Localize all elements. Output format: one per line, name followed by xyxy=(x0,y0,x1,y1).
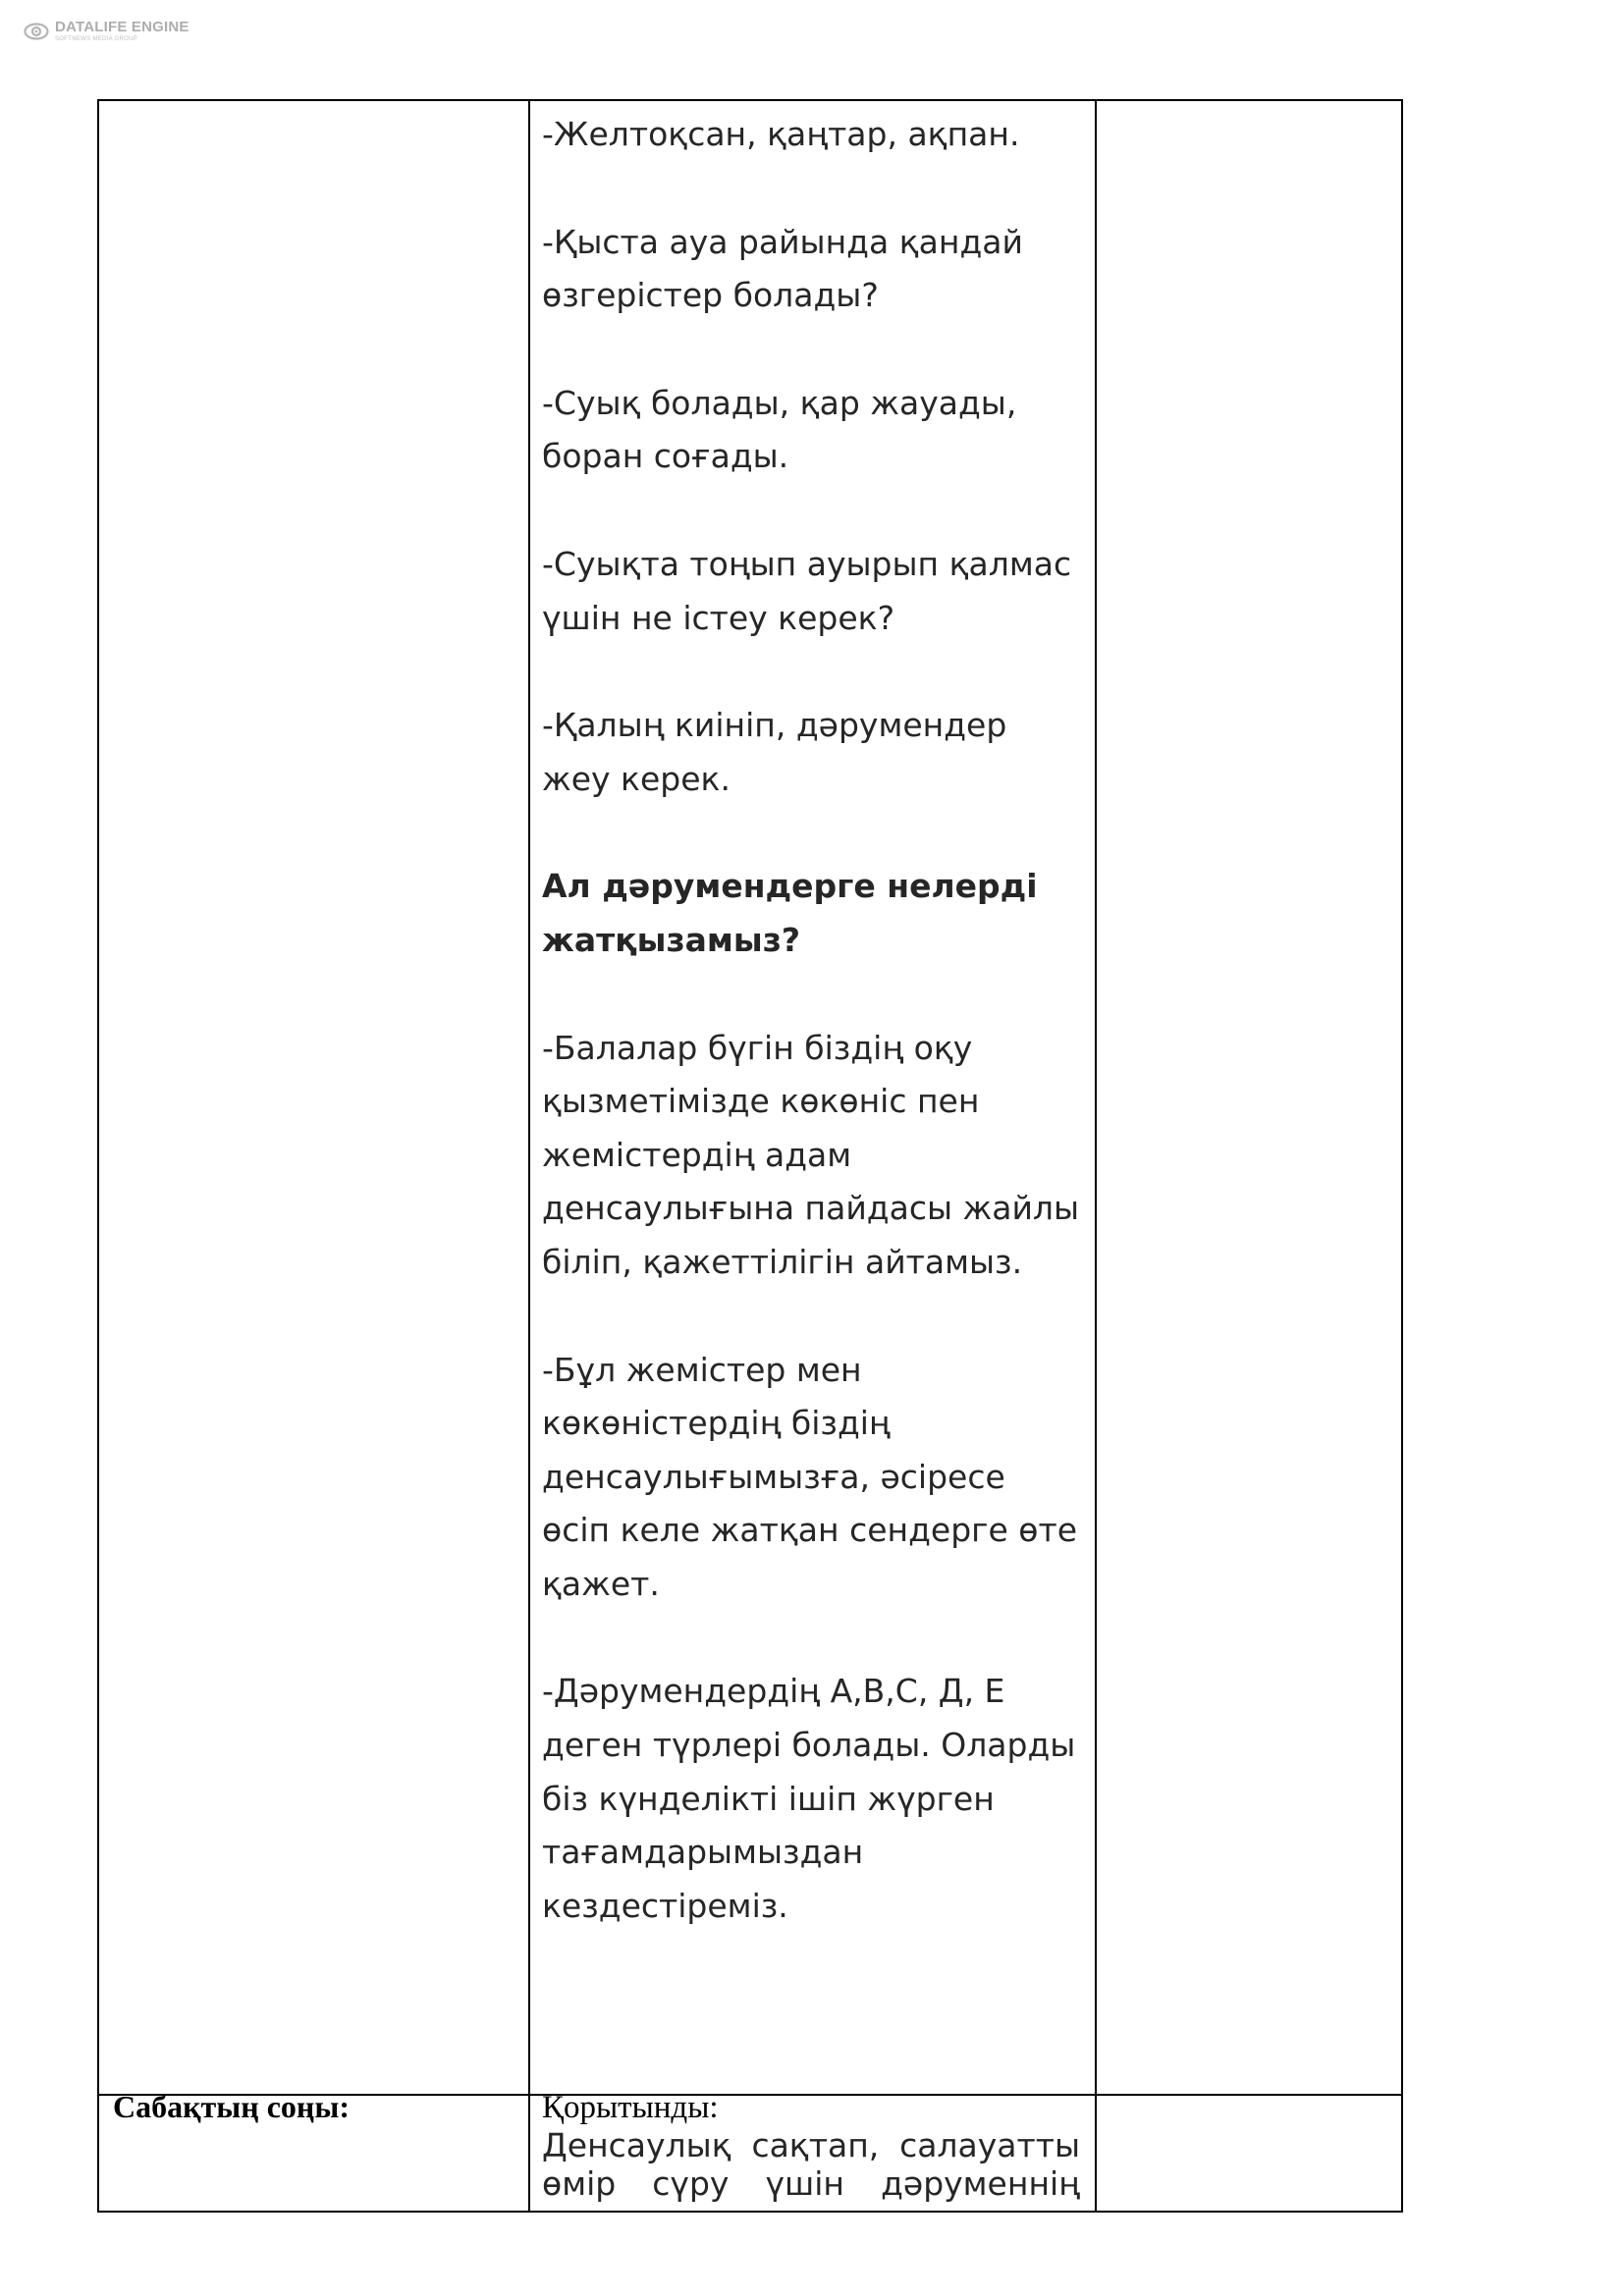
table-border-top xyxy=(97,99,1403,101)
dialogue-paragraph: -Балалар бүгін біздің оқу қызметімізде көкөніс пен жемістердің адам денсаулығына пайдасы жайлы біліп, қажеттілігін айтамыз. xyxy=(542,1028,1080,1281)
table-border-right xyxy=(1401,99,1403,2213)
lesson-end-label: Сабақтың соңы: xyxy=(113,2089,350,2124)
dialogue-paragraph: -Суықта тоңып ауырып қалмас үшін не істеу керек? xyxy=(542,544,1072,637)
dialogue-paragraph: -Суық болады, қар жауады, боран соғады. xyxy=(542,383,1017,476)
table-border-bottom xyxy=(97,2211,1403,2213)
conclusion-text: Денсаулық сақтап, салауатты өмір сүру үшін дәруменнің xyxy=(542,2126,1080,2203)
dialogue-paragraph: -Желтоқсан, қаңтар, ақпан. xyxy=(542,115,1020,153)
dialogue-paragraph: -Бұл жемістер мен көкөністердің біздің денсаулығымызға, әсіресе өсіп келе жатқан сендерге өте қажет. xyxy=(542,1350,1078,1603)
table-border-left xyxy=(97,99,99,2213)
table-column-divider-1 xyxy=(528,99,530,2213)
lesson-end-cell xyxy=(542,2089,1080,2203)
watermark-title: DATALIFE ENGINE xyxy=(55,19,189,35)
dialogue-paragraph: -Қалың киініп, дәрумендер жеу керек. xyxy=(542,706,1007,798)
dialogue-paragraph: -Дәрумендердің А,В,С, Д, Е деген түрлері болады. Оларды біз күнделікті ішіп жүрген тағамдарымыздан кездестіреміз. xyxy=(542,1672,1076,1925)
conclusion-heading: Қорытынды: xyxy=(542,2090,719,2125)
eye-logo-icon xyxy=(24,22,49,41)
lesson-dialogue-cell xyxy=(542,108,1080,1987)
dialogue-paragraph: Ал дәрумендерге нелерді жатқызамыз? xyxy=(542,867,1038,959)
table-column-divider-2 xyxy=(1095,99,1097,2213)
watermark-logo xyxy=(24,20,189,42)
watermark-subtitle: SOFTNEWS MEDIA GROUP xyxy=(55,36,138,42)
dialogue-paragraph: -Қыста ауа райында қандай өзгерістер болады? xyxy=(542,222,1023,315)
